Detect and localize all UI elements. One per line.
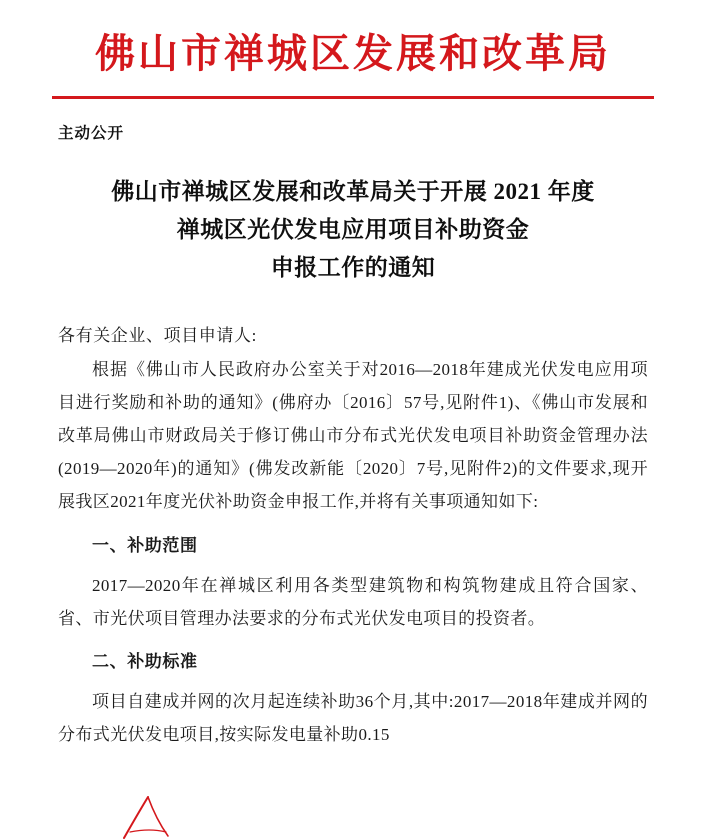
red-stamp-mark [118,794,178,840]
page-title [58,173,648,287]
page-title-line-2: 禅城区光伏发电应用项目补助资金 [176,216,530,242]
section-heading-1: 一、补助范围 [92,535,198,555]
page-title-line-1: 佛山市禅城区发展和改革局关于开展 2021 年度 [111,179,595,204]
section-1-paragraph: 2017—2020年在禅城区利用各类型建筑物和构筑物建成且符合国家、省、市光伏项目管理办法要求的分布式光伏发电项目的投资者。 [58,575,648,628]
masthead-divider [52,96,654,99]
document-body [0,121,706,751]
masthead [0,0,706,99]
section-2-paragraph: 项目自建成并网的次月起连续补助36个月,其中:2017—2018年建成并网的分布式光伏发电项目,按实际发电量补助0.15 [58,692,648,745]
section-heading-2: 二、补助标准 [92,651,198,671]
masthead-organization-title: 佛山市禅城区发展和改革局 [95,31,611,76]
page-title-line-3: 申报工作的通知 [270,254,436,280]
intro-paragraph: 根据《佛山市人民政府办公室关于对2016—2018年建成光伏发电应用项目进行奖励和补助的通知》(佛府办〔2016〕57号,见附件1)、《佛山市发展和改革局佛山市财政局关于修订佛山市分布式光伏发电项目补助资金管理办法(2019—2020年)的通知》(佛发改新能〔2020〕7号,见附件2)的文件要求,现开展我区2021年度光伏补助资金申报工作,并将有关事项通知如下: [58,359,648,512]
salutation: 各有关企业、项目申请人: [58,325,257,345]
disclosure-type-label: 主动公开 [58,125,125,142]
